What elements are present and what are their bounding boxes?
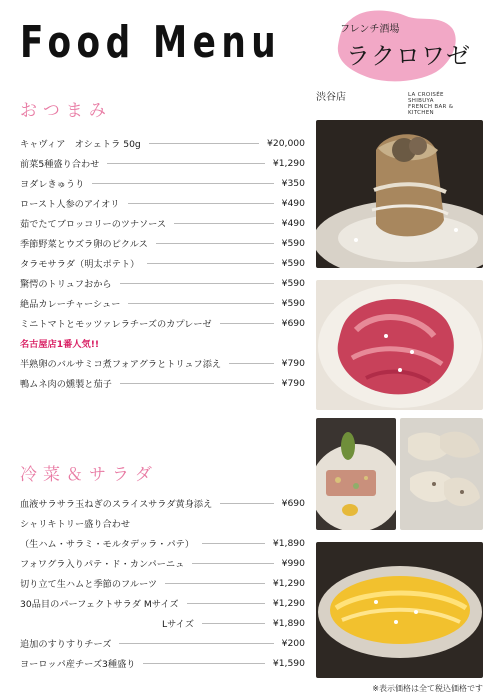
menu-item: ヨーロッパ産チーズ3種盛り ¥1,590	[20, 657, 305, 670]
restaurant-logo	[316, 6, 482, 116]
menu-item: 絶品カレーチャーシュー ¥590	[20, 297, 305, 310]
photo-prosciutto	[316, 280, 483, 410]
menu-item-size-l: Lサイズ ¥1,890	[162, 617, 305, 630]
photo-perfect-salad	[316, 542, 483, 678]
menu-item: ヨダレきゅうり ¥350	[20, 177, 305, 190]
menu-item-popular-label: 名古屋店1番人気!!	[20, 339, 100, 350]
menu-item: ロースト人参のアイオリ ¥490	[20, 197, 305, 210]
menu-item: ミニトマトとモッツァレラチーズのカプレーゼ ¥690	[20, 317, 305, 330]
menu-item: 30品目のパーフェクトサラダ Mサイズ ¥1,290	[20, 597, 305, 610]
menu-item: フォワグラ入りパテ・ド・カンパーニュ ¥990	[20, 557, 305, 570]
section-heading-reisai: 冷菜＆サラダ	[20, 465, 158, 485]
photo-truffle-okara	[316, 120, 483, 268]
logo-english: LA CROISÉE SHIBUYA FRENCH BAR & KITCHEN	[408, 92, 454, 116]
reisai-list	[20, 493, 305, 673]
menu-item: 切り立て生ハムと季節のフルーツ ¥1,290	[20, 577, 305, 590]
menu-item: シャリキトリー盛り合わせ	[20, 519, 131, 530]
menu-item: 季節野菜とウズラ卵のピクルス ¥590	[20, 237, 305, 250]
menu-item: 茹でたてブロッコリーのツナソース ¥490	[20, 217, 305, 230]
photo-dumplings	[400, 418, 483, 530]
photo-pate-campagne	[316, 418, 396, 530]
menu-item: 鴨ムネ肉の燻製と茄子 ¥790	[20, 377, 305, 390]
menu-item: 半熟卵のバルサミコ煮フォアグラとトリュフ添え ¥790	[20, 357, 305, 370]
menu-item: 前菜5種盛り合わせ ¥1,290	[20, 157, 305, 170]
menu-item: 追加のすりすりチーズ ¥200	[20, 637, 305, 650]
menu-item: 驚愕のトリュフおから ¥590	[20, 277, 305, 290]
menu-title: Food Menu	[20, 17, 282, 68]
section-heading-otsumami: おつまみ	[20, 101, 112, 121]
tax-note: ※表示価格は全て税込価格です	[372, 684, 483, 693]
logo-subtitle: フレンチ酒場	[340, 24, 400, 35]
menu-item: （生ハム・サラミ・モルタデッラ・パテ） ¥1,890	[20, 537, 305, 550]
logo-name: ラクロワゼ	[346, 42, 471, 70]
otsumami-list	[20, 133, 305, 393]
menu-item: キャヴィア オシェトラ 50g ¥20,000	[20, 137, 305, 150]
menu-item: タラモサラダ（明太ポテト） ¥590	[20, 257, 305, 270]
menu-item: 血液サラサラ玉ねぎのスライスサラダ黄身添え ¥690	[20, 497, 305, 510]
logo-branch: 渋谷店	[316, 92, 346, 103]
